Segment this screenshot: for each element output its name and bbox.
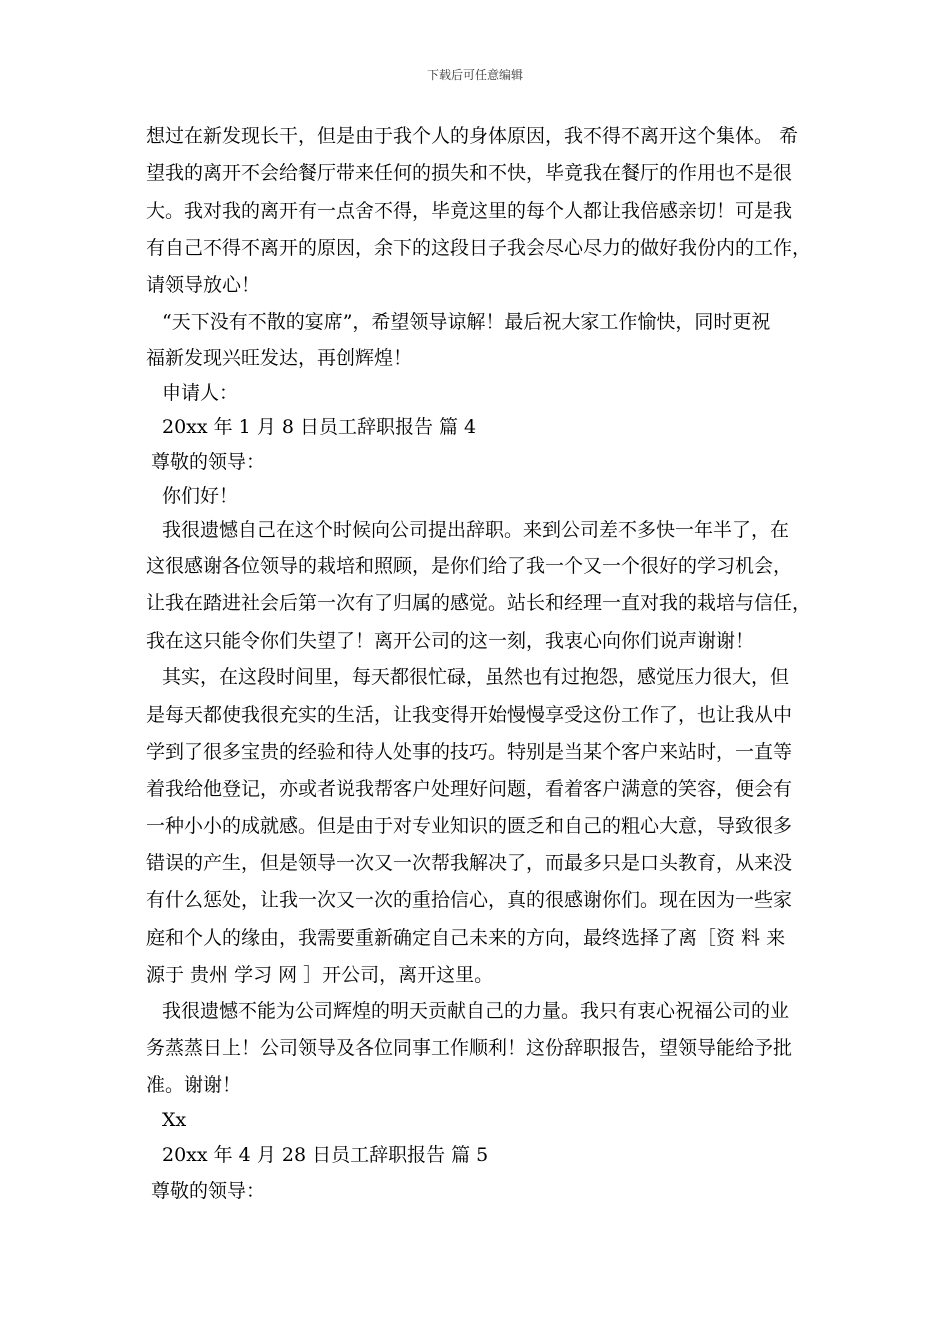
paragraph-line: 让我在踏进社会后第一次有了归属的感觉。站长和经理一直对我的栽培与信任， <box>146 592 812 614</box>
paragraph-line: 务蒸蒸日上！公司领导及各位同事工作顺利！这份辞职报告，望领导能给予批 <box>146 1037 793 1059</box>
paragraph-line: 福新发现兴旺发达，再创辉煌！ <box>146 347 413 369</box>
paragraph-line: 我很遗憾不能为公司辉煌的明天贡献自己的力量。我只有衷心祝福公司的业 <box>162 1000 790 1022</box>
paragraph-line: 是每天都使我很充实的生活，让我变得开始慢慢享受这份工作了，也让我从中 <box>146 704 793 726</box>
paragraph-line: 错误的产生，但是领导一次又一次帮我解决了，而最多只是口头教育，从来没 <box>146 852 793 874</box>
paragraph-line: 请领导放心！ <box>146 274 261 296</box>
paragraph-line: 庭和个人的缘由，我需要重新确定自己未来的方向，最终选择了离［资 料 来 <box>146 927 786 949</box>
greeting: 你们好！ <box>162 485 239 507</box>
paragraph-line: 其实，在这段时间里，每天都很忙碌，虽然也有过抱怨，感觉压力很大，但 <box>162 666 790 688</box>
paragraph-line: 源于 贵州 学习 网 ］开公司，离开这里。 <box>146 964 494 986</box>
salutation: 尊敬的领导： <box>151 1180 266 1202</box>
paragraph-line: 一种小小的成就感。但是由于对专业知识的匮乏和自己的粗心大意，导致很多 <box>146 815 793 837</box>
paragraph-line: 着我给他登记，亦或者说我帮客户处理好问题，看着客户满意的笑容，便会有 <box>146 778 793 800</box>
signature-name: Xx <box>162 1109 187 1131</box>
paragraph-line: 这很感谢各位领导的栽培和照顾，是你们给了我一个又一个很好的学习机会， <box>146 555 793 577</box>
paragraph-line: 我很遗憾自己在这个时候向公司提出辞职。来到公司差不多快一年半了，在 <box>162 519 790 541</box>
paragraph-line: 有自己不得不离开的原因，余下的这段日子我会尽心尽力的做好我份内的工作， <box>146 237 812 259</box>
paragraph-line: 望我的离开不会给餐厅带来任何的损失和不快，毕竟我在餐厅的作用也不是很 <box>146 162 793 184</box>
paragraph-line: 学到了很多宝贵的经验和待人处事的技巧。特别是当某个客户来站时，一直等 <box>146 741 793 763</box>
applicant-label: 申请人： <box>162 382 239 404</box>
section-title: 20xx 年 4 月 28 日员工辞职报告 篇 5 <box>162 1144 489 1166</box>
page-header: 下载后可任意编辑 <box>426 68 523 82</box>
paragraph-line: 有什么惩处，让我一次又一次的重拾信心，真的很感谢你们。现在因为一些家 <box>146 889 793 911</box>
paragraph-line: 我在这只能令你们失望了！离开公司的这一刻，我衷心向你们说声谢谢！ <box>146 630 755 652</box>
paragraph-line: 准。谢谢！ <box>146 1074 242 1096</box>
salutation: 尊敬的领导： <box>151 451 266 473</box>
section-title: 20xx 年 1 月 8 日员工辞职报告 篇 4 <box>162 416 477 438</box>
paragraph-line: 想过在新发现长干，但是由于我个人的身体原因，我不得不离开这个集体。 希 <box>146 125 799 147</box>
paragraph-line: 大。我对我的离开有一点舍不得，毕竟这里的每个人都让我倍感亲切！可是我 <box>146 200 793 222</box>
paragraph-line: “天下没有不散的宴席”，希望领导谅解！最后祝大家工作愉快，同时更祝 <box>162 311 771 333</box>
